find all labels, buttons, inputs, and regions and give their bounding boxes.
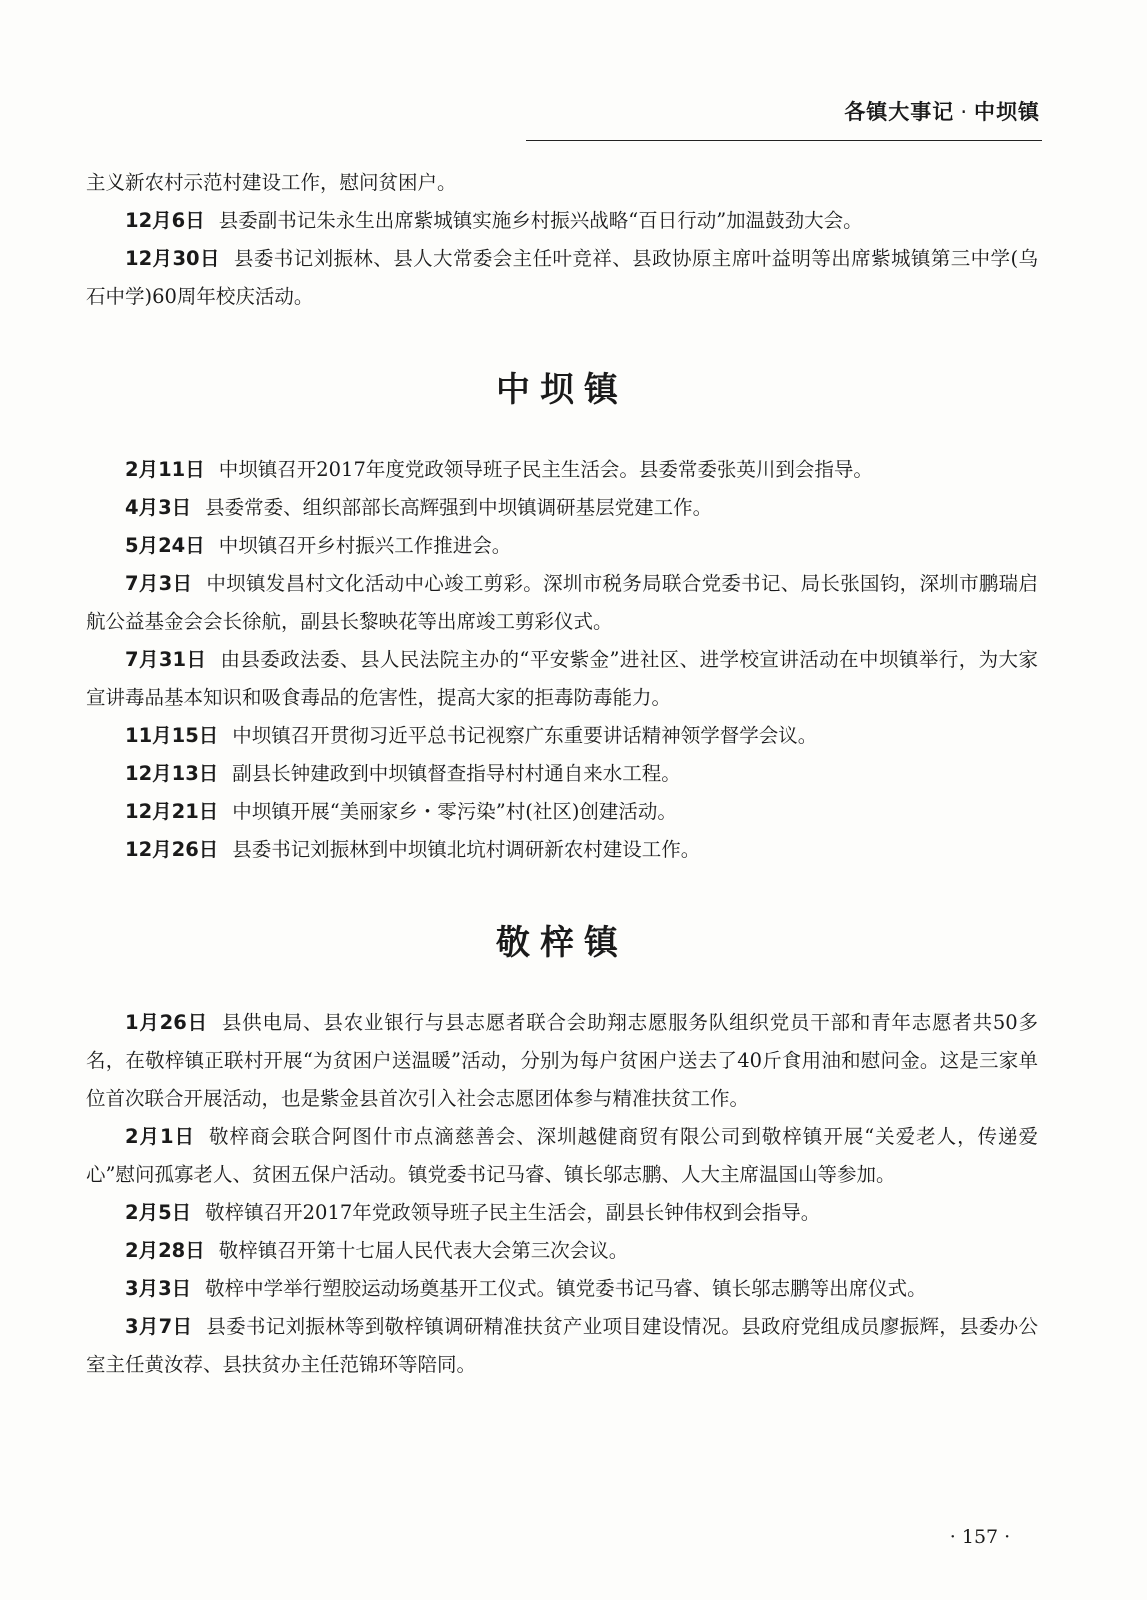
header-rule (526, 140, 1042, 141)
entry-date: 1月26日 (125, 1011, 208, 1034)
entry-text: 主义新农村示范村建设工作，慰问贫困户。 (86, 171, 457, 194)
entry-text: 中坝镇开展“美丽家乡・零污染”村(社区)创建活动。 (232, 800, 677, 823)
entry-date: 4月3日 (125, 496, 192, 519)
entry-date: 11月15日 (125, 724, 219, 747)
entry (86, 1232, 1038, 1270)
entry-text: 由县委政法委、县人民法院主办的“平安紫金”进社区、进学校宣讲活动在中坝镇举行，为大家宣讲毒品基本知识和吸食毒品的危害性，提高大家的拒毒防毒能力。 (86, 648, 1038, 709)
entry (86, 793, 1038, 831)
entry-date: 12月26日 (125, 838, 219, 861)
entry-text: 县委书记刘振林等到敬梓镇调研精准扶贫产业项目建设情况。县政府党组成员廖振辉，县委办公室主任黄汝荐、县扶贫办主任范锦环等陪同。 (86, 1315, 1038, 1376)
entry (86, 240, 1038, 316)
entry-text: 中坝镇召开乡村振兴工作推进会。 (218, 534, 512, 557)
entry-date: 2月5日 (125, 1201, 192, 1224)
entry-date: 3月3日 (125, 1277, 192, 1300)
entry (86, 451, 1038, 489)
entry (86, 717, 1038, 755)
entry (86, 755, 1038, 793)
header-town: 中坝镇 (974, 100, 1040, 124)
entry (86, 831, 1038, 869)
entry-date: 3月7日 (125, 1315, 193, 1338)
header-separator: · (960, 100, 968, 124)
entry (86, 1194, 1038, 1232)
entry-date: 12月6日 (125, 209, 205, 232)
section-title-jingzi: 敬梓镇 (496, 923, 628, 963)
entry-text: 敬梓商会联合阿图什市点滴慈善会、深圳越健商贸有限公司到敬梓镇开展“关爱老人，传递爱心”慰问孤寡老人、贫困五保户活动。镇党委书记马睿、镇长邬志鹏、人大主席温国山等参加。 (86, 1125, 1038, 1186)
entry-date: 2月28日 (125, 1239, 205, 1262)
entry-text: 县委书记刘振林到中坝镇北坑村调研新农村建设工作。 (232, 838, 701, 861)
entry-text: 县供电局、县农业银行与县志愿者联合会助翔志愿服务队组织党员干部和青年志愿者共50多名，在敬梓镇正联村开展“为贫困户送温暖”活动，分别为每户贫困户送去了40斤食用油和慰问金。这是三家单位首次联合开展活动，也是紫金县首次引入社会志愿团体参与精准扶贫工作。 (86, 1011, 1038, 1110)
entry-text: 敬梓中学举行塑胶运动场奠基开工仪式。镇党委书记马睿、镇长邬志鹏等出席仪式。 (205, 1277, 927, 1300)
header-section: 各镇大事记 (844, 100, 955, 124)
entry-date: 2月11日 (125, 458, 205, 481)
entry-date: 5月24日 (125, 534, 205, 557)
entry-text: 中坝镇召开2017年度党政领导班子民主生活会。县委常委张英川到会指导。 (218, 458, 873, 481)
entry (86, 1118, 1038, 1194)
entry-date: 7月3日 (125, 572, 193, 595)
entry-date: 12月13日 (125, 762, 219, 785)
entry-text: 敬梓镇召开第十七届人民代表大会第三次会议。 (218, 1239, 629, 1262)
running-header (540, 96, 1040, 126)
entry-date: 12月30日 (125, 247, 220, 270)
entry-text: 中坝镇召开贯彻习近平总书记视察广东重要讲话精神领学督学会议。 (232, 724, 818, 747)
entry (86, 202, 1038, 240)
entry-text: 县委常委、组织部部长高辉强到中坝镇调研基层党建工作。 (205, 496, 713, 519)
entry-date: 2月1日 (125, 1125, 196, 1148)
page-number: · 157 · (949, 1526, 1011, 1548)
entry-text: 敬梓镇召开2017年党政领导班子民主生活会，副县长钟伟权到会指导。 (205, 1201, 821, 1224)
section-title-zhongba: 中坝镇 (496, 370, 628, 410)
entry (86, 1004, 1038, 1118)
entry (86, 527, 1038, 565)
entry-text: 中坝镇发昌村文化活动中心竣工剪彩。深圳市税务局联合党委书记、局长张国钧，深圳市鹏瑞启航公益基金会会长徐航，副县长黎映花等出席竣工剪彩仪式。 (86, 572, 1038, 633)
entry (86, 1308, 1038, 1384)
entry (86, 1270, 1038, 1308)
entry-date: 7月31日 (125, 648, 207, 671)
entry-text: 副县长钟建政到中坝镇督查指导村村通自来水工程。 (232, 762, 681, 785)
entry (86, 641, 1038, 717)
page-content (86, 164, 1038, 1384)
entry-text: 县委副书记朱永生出席紫城镇实施乡村振兴战略“百日行动”加温鼓劲大会。 (218, 209, 863, 232)
entry (86, 489, 1038, 527)
entry-text: 县委书记刘振林、县人大常委会主任叶竞祥、县政协原主席叶益明等出席紫城镇第三中学(乌石中学)60周年校庆活动。 (86, 247, 1038, 308)
entry (86, 565, 1038, 641)
entry-continuation (86, 164, 1038, 202)
entry-date: 12月21日 (125, 800, 219, 823)
